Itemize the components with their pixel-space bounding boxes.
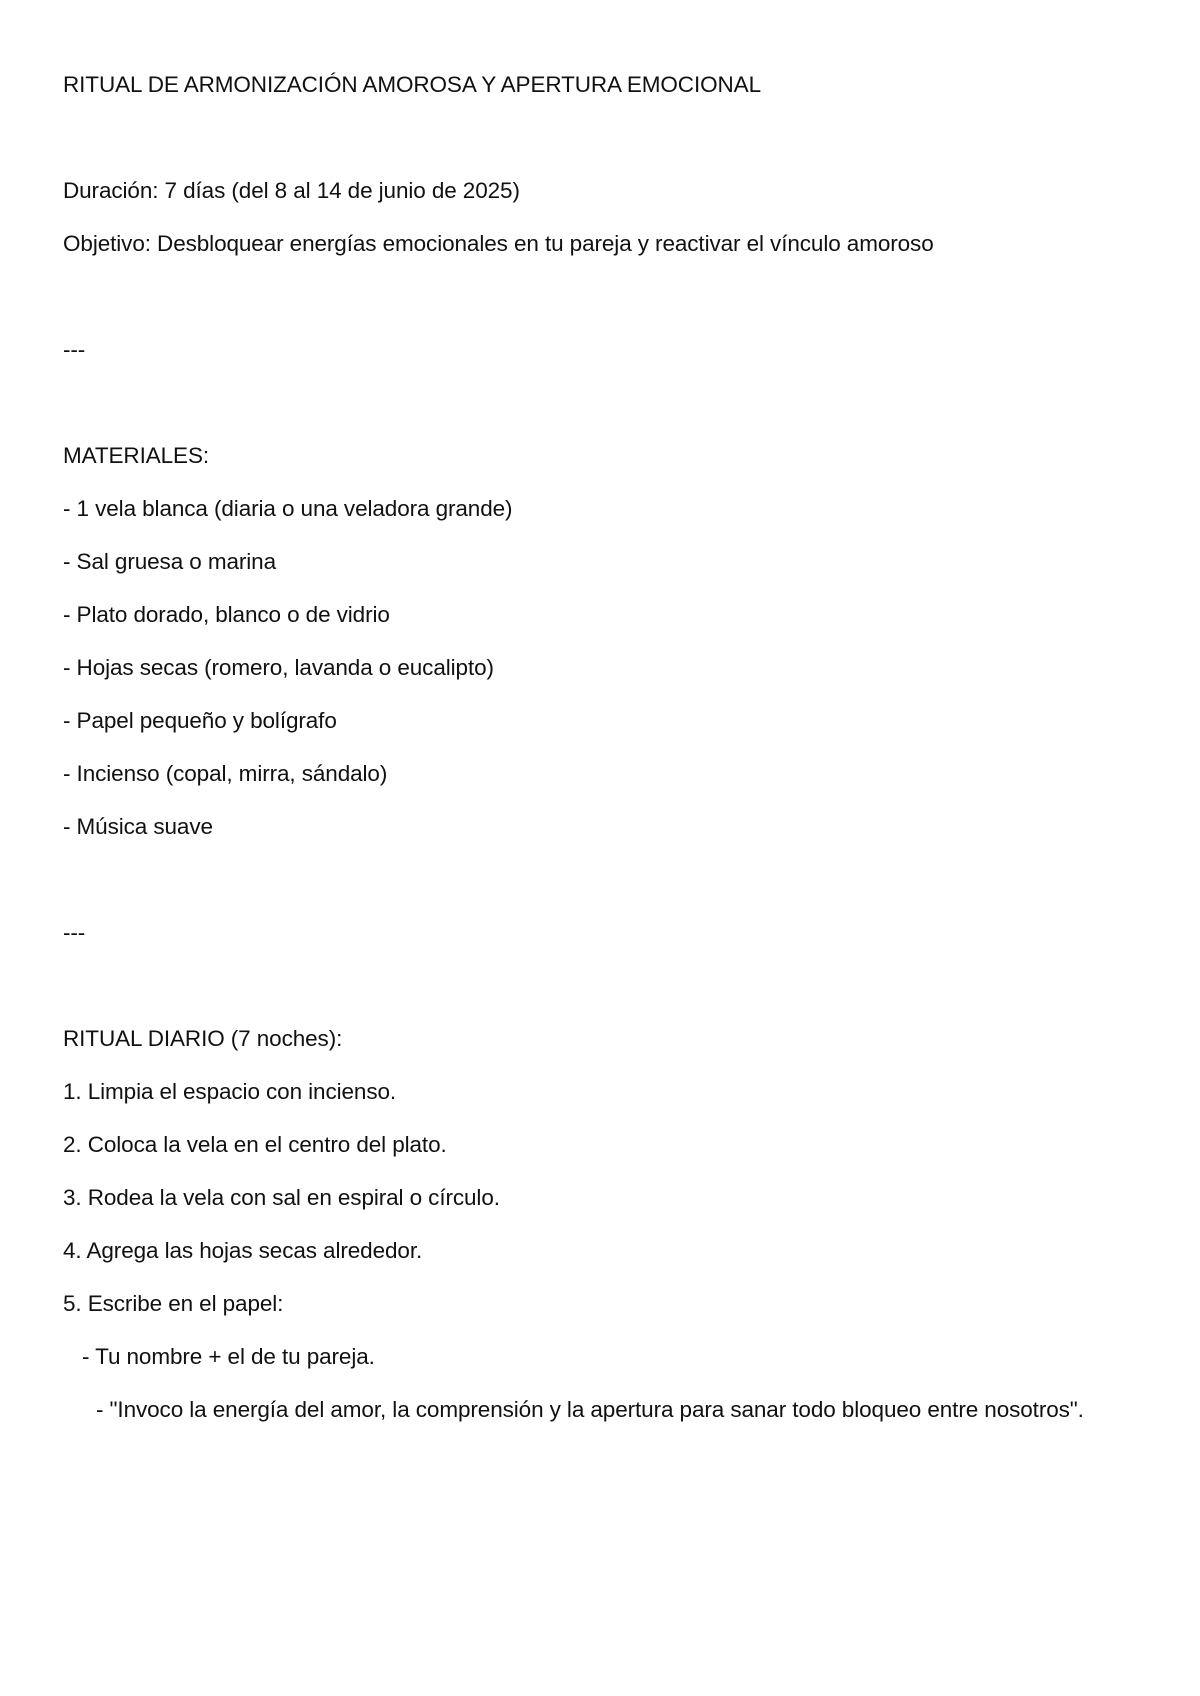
list-item: - Plato dorado, blanco o de vidrio [63,602,390,627]
separator: --- [63,920,86,945]
ritual-heading: RITUAL DIARIO (7 noches): [63,1026,343,1051]
separator: --- [63,337,86,362]
step-item: 1. Limpia el espacio con incienso. [63,1079,397,1104]
sub-item: - Tu nombre + el de tu pareja. [82,1344,375,1369]
materials-heading: MATERIALES: [63,443,210,468]
sub-item-quote: - "Invoco la energía del amor, la comprensión y la apertura para sanar todo bloqueo entre nosotros". [96,1397,1084,1422]
document-title: RITUAL DE ARMONIZACIÓN AMOROSA Y APERTURA EMOCIONAL [63,72,761,97]
objective-text: Objetivo: Desbloquear energías emocionales en tu pareja y reactivar el vínculo amoroso [63,231,934,256]
step-item: 5. Escribe en el papel: [63,1291,284,1316]
list-item: - 1 vela blanca (diaria o una veladora grande) [63,496,513,521]
duration-text: Duración: 7 días (del 8 al 14 de junio de 2025) [63,178,520,203]
step-item: 2. Coloca la vela en el centro del plato. [63,1132,447,1157]
list-item: - Música suave [63,814,213,839]
list-item: - Papel pequeño y bolígrafo [63,708,337,733]
list-item: - Sal gruesa o marina [63,549,277,574]
list-item: - Hojas secas (romero, lavanda o eucalipto) [63,655,494,680]
step-item: 3. Rodea la vela con sal en espiral o círculo. [63,1185,500,1210]
list-item: - Incienso (copal, mirra, sándalo) [63,761,388,786]
step-item: 4. Agrega las hojas secas alrededor. [63,1238,423,1263]
